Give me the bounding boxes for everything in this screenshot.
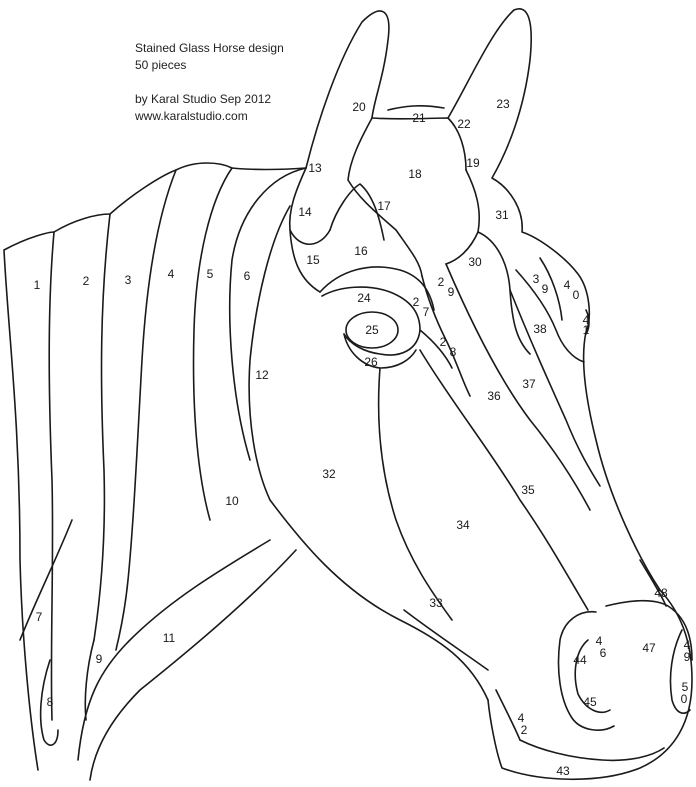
piece-label-2-text: 2	[82, 274, 90, 288]
piece-label-28	[440, 335, 457, 359]
piece-label-7	[36, 610, 43, 624]
piece-label-16-text: 16	[354, 244, 368, 258]
piece-label-20-text: 20	[352, 100, 366, 114]
piece-label-49-digit: 9	[683, 650, 691, 664]
piece-label-17-text: 17	[377, 199, 391, 213]
piece-label-47-text: 47	[642, 641, 656, 655]
face-line-34-35	[420, 350, 588, 610]
lip-43-edge	[520, 740, 664, 760]
piece-label-9-text: 9	[95, 652, 103, 666]
piece-label-25-text: 25	[365, 323, 379, 337]
piece-label-32	[322, 467, 336, 481]
piece-label-44-text: 44	[573, 653, 587, 667]
piece-label-47	[642, 641, 656, 655]
piece-label-21	[412, 111, 426, 125]
piece-label-50	[681, 680, 689, 706]
piece-label-13	[308, 161, 322, 175]
piece-label-28-digit: 8	[449, 345, 457, 359]
piece-label-37	[522, 377, 536, 391]
piece-label-9	[96, 652, 103, 666]
piece-label-49	[684, 638, 691, 664]
piece-label-12	[255, 368, 269, 382]
piece-label-35-text: 35	[521, 483, 535, 497]
piece-label-26-text: 26	[364, 355, 378, 369]
piece-label-40-digit: 4	[563, 278, 571, 292]
studio-website: www.karalstudio.com	[135, 109, 248, 123]
piece-label-13-text: 13	[308, 161, 322, 175]
piece-label-33-text: 33	[429, 596, 443, 610]
piece-label-36-text: 36	[487, 389, 501, 403]
piece-label-26	[364, 355, 378, 369]
piece-label-48	[654, 586, 668, 600]
piece-label-15-text: 15	[306, 253, 320, 267]
piece-label-40-digit: 0	[572, 288, 580, 302]
piece-count: 50 pieces	[135, 58, 187, 72]
piece-label-6-text: 6	[243, 269, 251, 283]
piece-label-3	[125, 273, 132, 287]
piece-label-7-text: 7	[35, 610, 43, 624]
neck-line-11-lower	[90, 550, 296, 780]
lead-lines	[4, 9, 692, 780]
piece-label-22	[457, 117, 471, 131]
piece-label-14	[298, 205, 312, 219]
stripe-divider-4-5	[194, 168, 232, 520]
neck-piece-12-edge	[249, 206, 290, 500]
piece-label-10-text: 10	[225, 494, 239, 508]
piece-9-edge	[85, 640, 94, 720]
piece-label-41-digit: 4	[582, 313, 590, 327]
piece-label-50-digit: 5	[681, 680, 689, 694]
piece-38-edge	[516, 270, 584, 362]
piece-label-38-text: 38	[533, 322, 547, 336]
piece-label-4-text: 4	[167, 267, 175, 281]
piece-label-1-text: 1	[33, 278, 41, 292]
piece-28-edge	[420, 330, 452, 368]
piece-label-1	[34, 278, 41, 292]
piece-label-31	[495, 208, 509, 222]
stripe-divider-3-4	[116, 170, 176, 650]
piece-label-33	[429, 596, 443, 610]
piece-label-19-text: 19	[466, 156, 480, 170]
forelock-right	[372, 118, 466, 170]
neck-line-10-11	[78, 540, 270, 760]
piece-label-48-text: 48	[654, 586, 668, 600]
piece-label-8	[47, 695, 54, 709]
piece-label-45	[583, 695, 597, 709]
piece-33-edge	[404, 610, 488, 670]
piece-label-40	[564, 278, 580, 302]
piece-label-27-digit: 2	[412, 295, 420, 309]
piece-label-17	[377, 199, 391, 213]
piece-label-42-digit: 2	[520, 723, 528, 737]
piece-label-34-text: 34	[456, 518, 470, 532]
piece-label-30	[468, 255, 482, 269]
piece-label-11-text: 11	[162, 631, 176, 645]
piece-label-21-text: 21	[412, 111, 426, 125]
piece-label-27	[413, 295, 430, 319]
piece-label-24-text: 24	[357, 291, 371, 305]
piece-20-22	[388, 106, 444, 110]
piece-label-37-text: 37	[522, 377, 536, 391]
piece-label-4	[168, 267, 175, 281]
piece-label-5	[207, 267, 214, 281]
piece-label-5-text: 5	[206, 267, 214, 281]
piece-label-41-digit: 1	[582, 323, 590, 337]
piece-label-8-text: 8	[46, 695, 54, 709]
piece-label-10	[225, 494, 239, 508]
piece-label-28-digit: 2	[439, 335, 447, 349]
piece-label-25	[365, 323, 379, 337]
stripe-divider-2-3	[94, 214, 110, 640]
design-title: Stained Glass Horse design	[135, 41, 284, 55]
mane-outline	[4, 163, 306, 770]
piece-label-30-text: 30	[468, 255, 482, 269]
piece-label-2	[83, 274, 90, 288]
piece-label-36	[487, 389, 501, 403]
piece-label-11	[163, 631, 176, 645]
throat-line	[270, 500, 488, 700]
piece-label-42-digit: 4	[517, 711, 525, 725]
piece-label-6	[244, 269, 251, 283]
piece-label-32-text: 32	[322, 467, 336, 481]
piece-label-39-digit: 9	[541, 282, 549, 296]
piece-label-41	[583, 313, 590, 337]
face-line-32-34	[379, 368, 452, 620]
piece-label-45-text: 45	[583, 695, 597, 709]
piece-label-23	[496, 97, 510, 111]
piece-label-22-text: 22	[457, 117, 471, 131]
piece-label-43-text: 43	[556, 764, 570, 778]
piece-label-29-digit: 9	[447, 285, 455, 299]
stripe-divider-5-6	[230, 168, 306, 460]
piece-label-46	[596, 634, 607, 660]
piece-label-27-digit: 7	[422, 305, 430, 319]
piece-19-edge	[446, 170, 479, 264]
piece-label-19	[466, 156, 480, 170]
piece-label-31-text: 31	[495, 208, 509, 222]
piece-label-46-digit: 6	[599, 646, 607, 660]
piece-label-18	[408, 167, 422, 181]
piece-label-38	[533, 322, 547, 336]
piece-label-35	[521, 483, 535, 497]
piece-label-34	[456, 518, 470, 532]
piece-label-20	[352, 100, 366, 114]
piece-label-44	[573, 653, 587, 667]
eye-outer	[322, 287, 420, 355]
piece-label-23-text: 23	[496, 97, 510, 111]
piece-30-31	[478, 232, 530, 354]
piece-7-edge	[20, 520, 72, 640]
piece-label-29-digit: 2	[437, 275, 445, 289]
piece-label-14-text: 14	[298, 205, 312, 219]
face-line-35-36	[446, 264, 590, 510]
piece-label-16	[354, 244, 368, 258]
piece-label-43	[556, 764, 570, 778]
piece-label-39-digit: 3	[532, 272, 540, 286]
studio-credit: by Karal Studio Sep 2012	[135, 92, 272, 106]
stripe-divider-1-2	[46, 232, 54, 720]
piece-label-15	[306, 253, 320, 267]
piece-42-edge	[496, 690, 520, 740]
piece-label-18-text: 18	[408, 167, 422, 181]
piece-label-46-digit: 4	[595, 634, 603, 648]
piece-label-3-text: 3	[124, 273, 132, 287]
piece-label-49-digit: 4	[683, 638, 691, 652]
piece-label-24	[357, 291, 371, 305]
piece-label-50-digit: 0	[680, 692, 688, 706]
piece-label-12-text: 12	[255, 368, 269, 382]
piece-label-42	[518, 711, 528, 737]
